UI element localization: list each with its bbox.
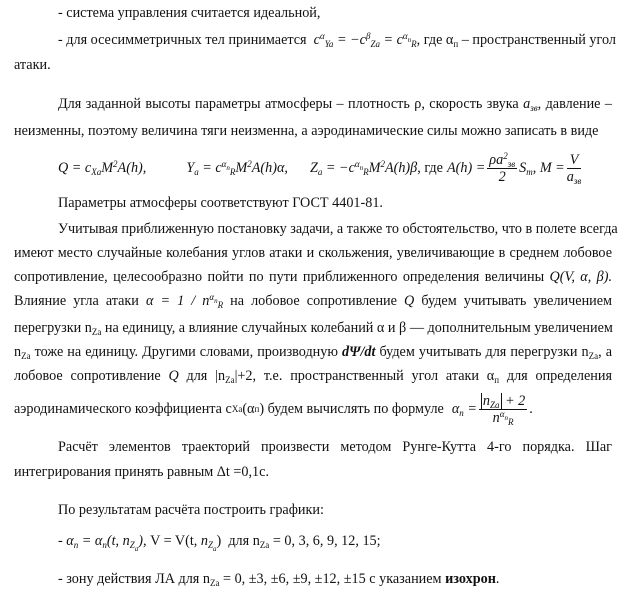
- aerodynamic-forces-equation: $Q = c_{Xa}M^2A(h)$, $Y_a = c^{\alpha_п}_RM^2A(h)\alpha$, $Z_a = -c^{\alpha_п}_RM^2A(h)\beta$ , где A(h) = $\frac{\rho a^2_{зв}}{2}$ $S_m$, M = $\frac{V}{a_{зв}}$: [58, 150, 582, 186]
- condition-axisymmetric: - для осесимметричных тел принимается $c^\alpha_{Ya} = -c^\beta_{Za} = c^{\alpha_п}_R$, где $\alpha_п$ – пространственный угол: [58, 31, 616, 49]
- equation-ah: A(h) =: [446, 159, 486, 176]
- runge-kutta-line-1: Расчёт элементов траекторий произвести методом Рунге-Кутта 4-го порядка. Шаг: [58, 439, 612, 455]
- formula-cy-cz: $c^\alpha_{Ya} = -c^\beta_{Za} = c^{\alpha_п}_R$: [310, 31, 417, 49]
- graphs-item-1: - $\alpha_п = \alpha_п(t$, $n_{Z_a}$), V = V(t, $n_{Z_a}$) для $n_{Zа} = 0$, 3, 6, 9, 12, 15;: [58, 533, 381, 553]
- graphs-heading: По результатам расчёта построить графики:: [58, 502, 324, 518]
- runge-kutta-line-2: интегрирования принять равным Δt =0,1c.: [14, 464, 269, 480]
- paragraph-line-5: перегрузки $n_{Zа}$ на единицу, а влияние случайных колебаний α и β — дополнительным увеличением: [14, 320, 613, 337]
- paragraph-line-6: $n_{Zа}$ тоже на единицу. Другими словами, производную dΨ/dt будем учитывать для перегрузки $n_{Zа}$, а: [14, 344, 612, 361]
- equation-ya: $Y_a = c^{\alpha_п}_RM^2A(h)\alpha$,: [186, 158, 288, 177]
- atmosphere-paragraph-line2: неизменны, поэтому величина тяги неизменна, а аэродинамические силы можно записать в виде: [14, 123, 599, 139]
- atmosphere-paragraph-line1: Для заданной высоты параметры атмосферы – плотность ρ, скорость звука $a_{зв}$, давление –: [58, 96, 612, 113]
- paragraph-line-3: сопротивление, целесообразно пойти по пути приближенного определения величины Q(V, α, β).: [14, 269, 613, 285]
- paragraph-line-4: Влияние угла атаки $\alpha = 1 / n^{\alpha_п}_R$ на лобовое сопротивление Q будем учитывать увеличением: [14, 292, 613, 310]
- gost-reference: Параметры атмосферы соответствуют ГОСТ 4401-81.: [58, 195, 383, 211]
- paragraph-line-2: имеют место случайные колебания углов атаки и скольжения, увеличивающие в среднем лобовое: [14, 245, 612, 261]
- condition-axisymmetric-end: атаки.: [14, 57, 51, 73]
- paragraph-line-1: Учитывая приближенную постановку задачи, а также то обстоятельство, что в полете всегда: [58, 221, 618, 237]
- paragraph-line-7: лобовое сопротивление Q для $|n_{Zа}|+2$, т.е. пространственный угол атаки $\alpha_п$ для определения: [14, 368, 612, 385]
- formula-alpha-p: $\alpha_п$ =: [451, 400, 477, 418]
- equation-q: $Q = c_{Xa}M^2A(h)$,: [58, 158, 147, 177]
- formula-alpha-v: $\alpha_п = \alpha_п(t$, $n_{Z_a}$),: [66, 533, 151, 553]
- graphs-item-2: - зону действия ЛА для $n_{Zа} = 0$, ±3, ±6, ±9, ±12, ±15 с указанием изохрон.: [58, 571, 500, 588]
- condition-control-system: - система управления считается идеальной,: [58, 5, 321, 21]
- paragraph-line-8: аэродинамического коэффициента c Xа (α п ) будем вычислять по формуле $\alpha_п$ = $\frac{n_{Za} + 2}{n^{\alpha_п}_R}$ .: [14, 392, 533, 427]
- equation-za: $Z_a = -c^{\alpha_п}_RM^2A(h)\beta$: [309, 158, 418, 177]
- formula-alpha: $\alpha = 1 / n^{\alpha_п}_R$: [145, 292, 224, 310]
